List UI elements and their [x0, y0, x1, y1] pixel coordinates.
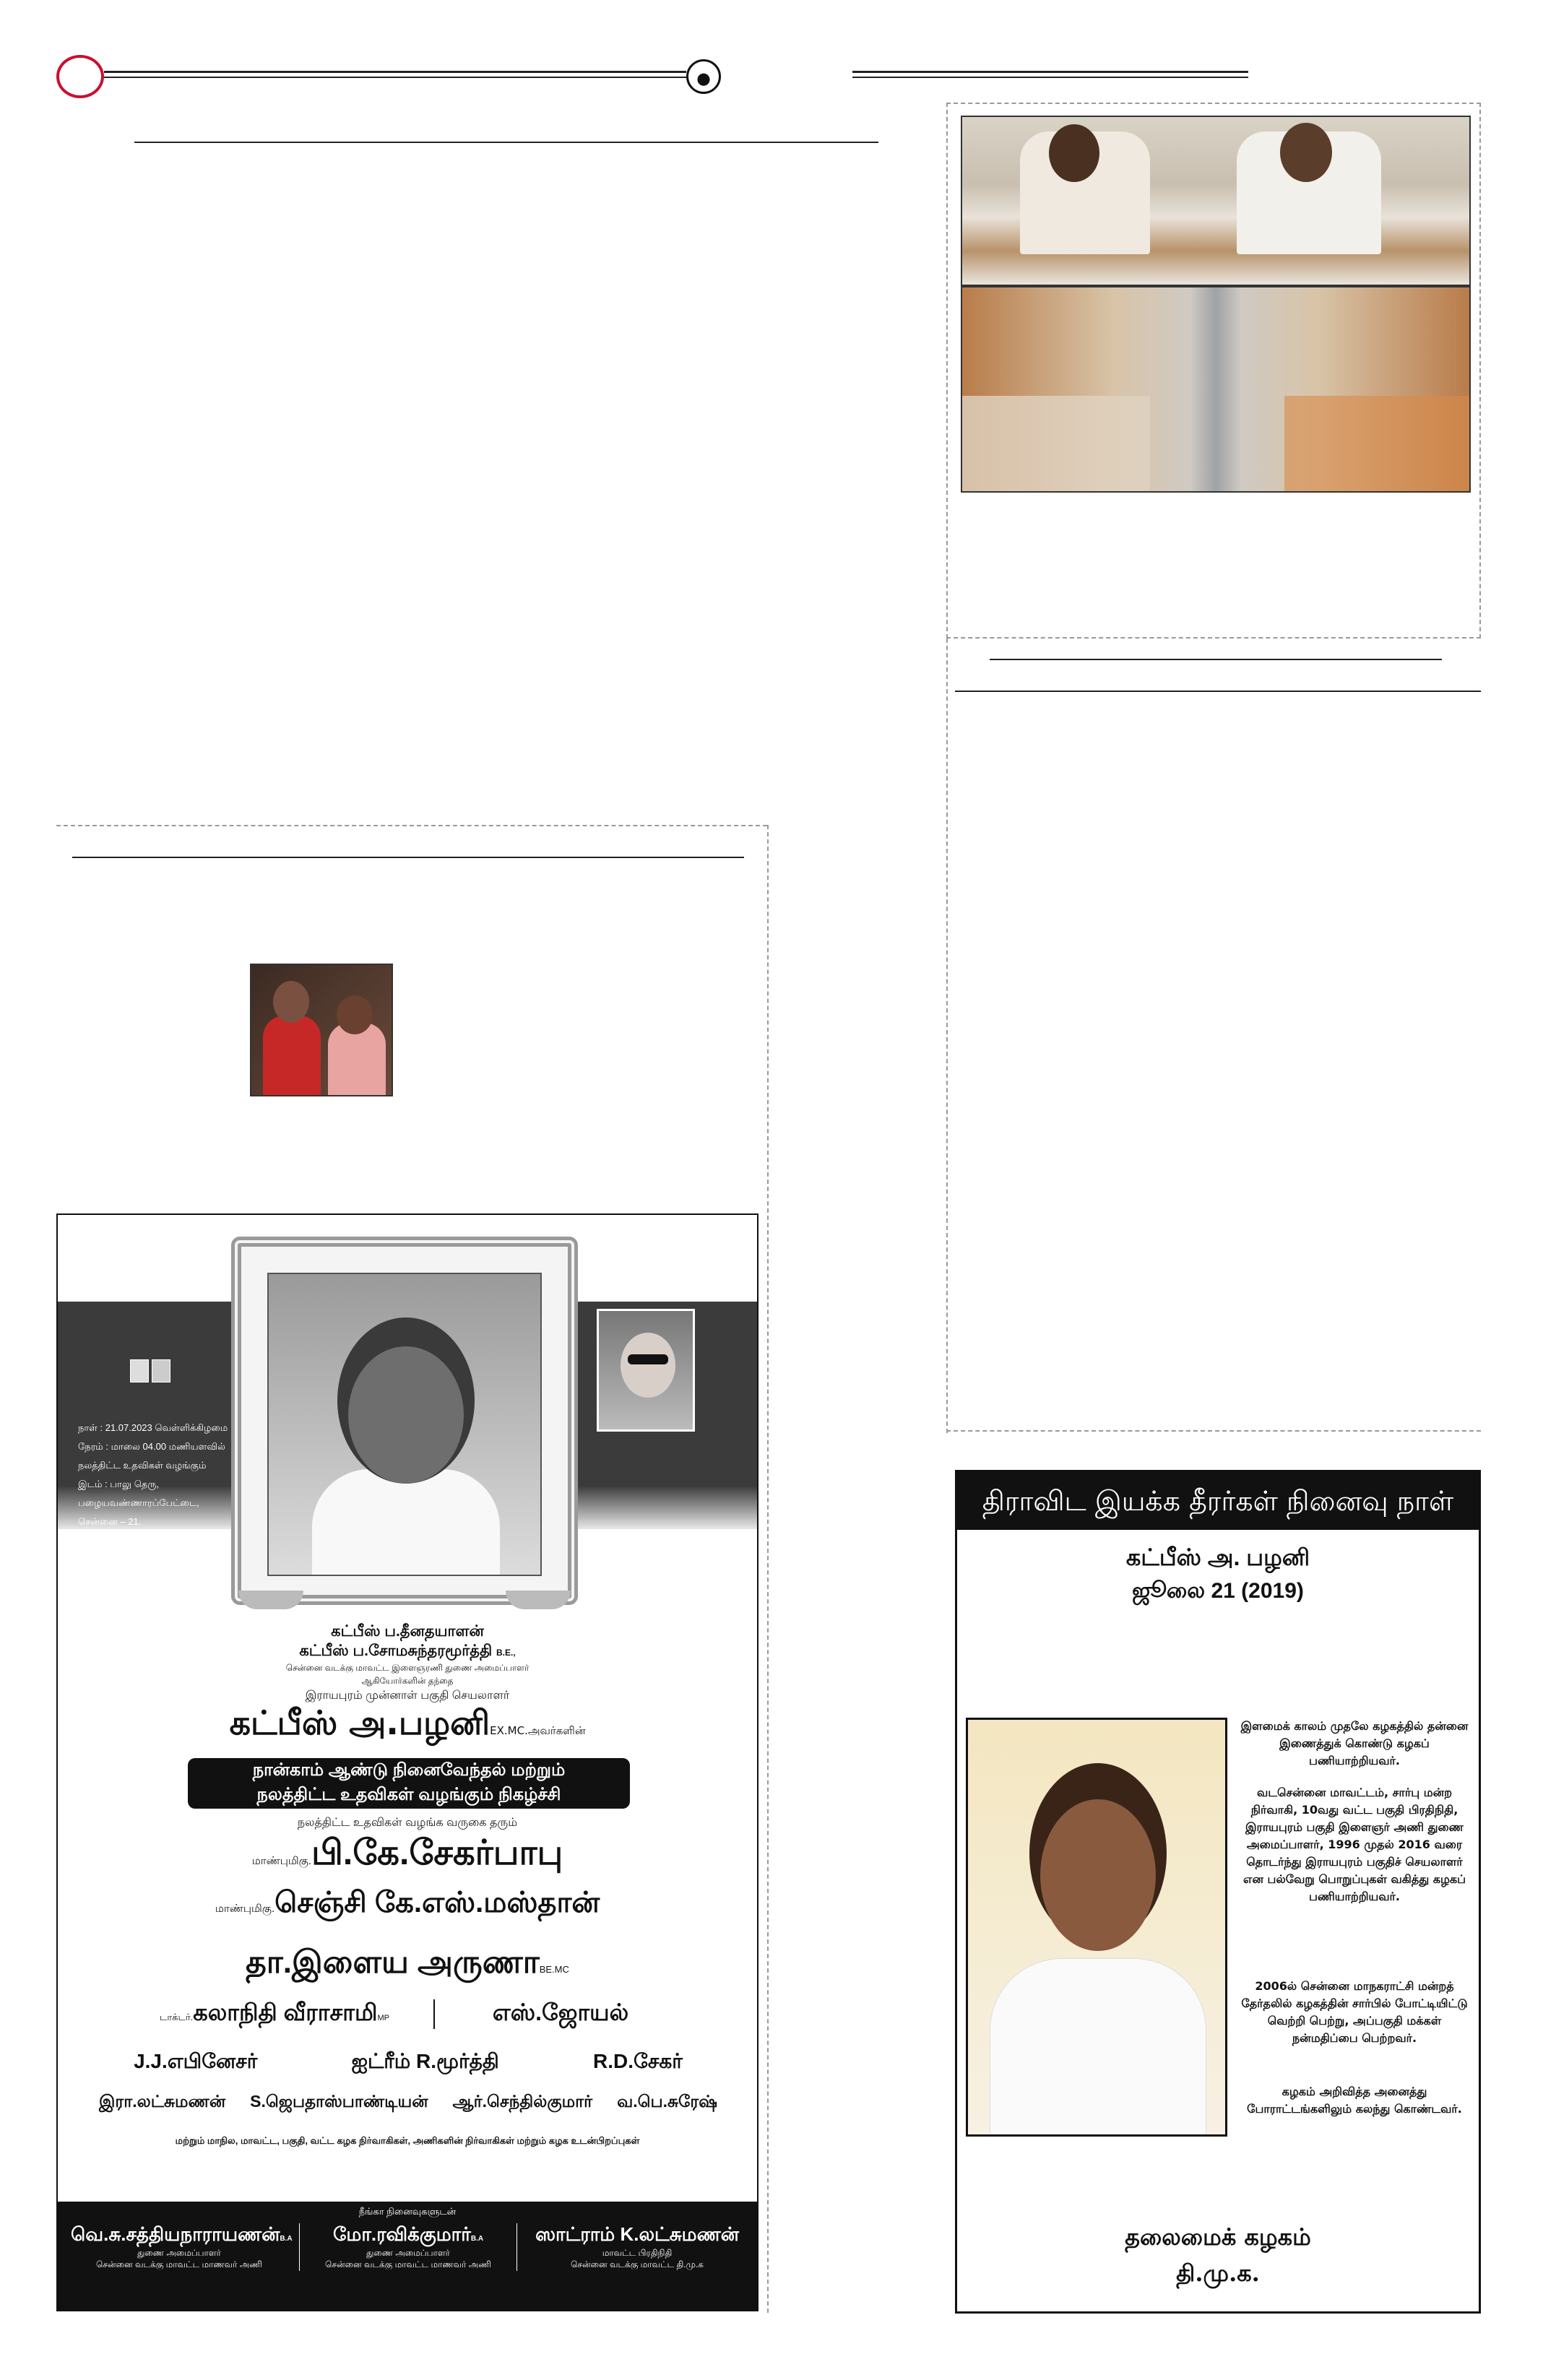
- guest-row-a: J.J.எபினேசர் ஐட்ரீம் R.மூர்த்தி R.D.சேகர்: [134, 2050, 683, 2072]
- notice-para-3: 2006ல் சென்னை மாநகராட்சி மன்றத் தேர்தலில் கழகத்தின் சார்பில் போட்டியிட்டு வெற்றி பெற்று, அப்பகுதி மக்கள் நன்மதிப்பை பெற்றவர்.: [1241, 1979, 1468, 2045]
- notice-date: ஜூலை 21 (2019): [1132, 1579, 1304, 1603]
- article-rule: [134, 142, 878, 143]
- right-column-bottom-rule: [946, 1430, 1481, 1432]
- right-article-rule-1: [990, 659, 1442, 660]
- right-article-rule-2: [955, 691, 1481, 692]
- masthead-rule-2: [104, 77, 686, 78]
- masthead-rule-right-1: [852, 71, 1248, 73]
- lamp-left-icon: [238, 1591, 303, 1609]
- deceased-name-line: கட்பீஸ் அ.பழனிEX.MC.அவர்களின்: [229, 1703, 586, 1742]
- footer-header: நீங்கா நினைவுகளுடன்: [358, 2206, 457, 2217]
- notice-sign-2: தி.மு.க.: [1176, 2259, 1260, 2287]
- notice-sign-1: தலைமைக் கழகம்: [1125, 2223, 1311, 2251]
- notice-portrait: [966, 1718, 1227, 2137]
- event-venue-1: இடம் : பாலு தெரு,: [78, 1479, 160, 1489]
- invite-line: நலத்திட்ட உதவிகள் வழங்க வருகை தரும்: [297, 1817, 518, 1829]
- notice-para-1: இளமைக் காலம் முதலே கழகத்தில் தன்னை இணைத்துக் கொண்டு கழகப் பணியாற்றியவர்.: [1240, 1719, 1469, 1767]
- leader-portrait-right: [597, 1309, 695, 1432]
- masthead-rule-right-2: [852, 77, 1248, 78]
- ad-footer: [58, 2202, 757, 2310]
- footer-person-1: வெ.சு.சத்தியநாராயணன்B.A துணை அமைப்பாளர் சென்னை வடக்கு மாவட்ட மாணவர் அணி: [71, 2223, 293, 2269]
- memorial-advertisement: [56, 1213, 758, 2311]
- host-relation: ஆகியோர்களின் தந்தை: [361, 1676, 454, 1686]
- event-date: நாள் : 21.07.2023 வெள்ளிக்கிழமை: [78, 1422, 228, 1433]
- meeting-photo-bottom: [961, 286, 1471, 493]
- left-box-border-top: [56, 825, 767, 826]
- rising-sun-emblem-icon: [686, 59, 721, 94]
- event-venue-3: சென்னை – 21.: [78, 1516, 142, 1527]
- memorial-notice: [955, 1470, 1481, 2314]
- guest-row-b: இரா.லட்சுமணன் S.ஜெபதாஸ்பாண்டியன் ஆர்.செந்தில்குமார் வ.பெ.சுரேஷ்: [99, 2092, 717, 2111]
- guest-2: மாண்புமிகு.செஞ்சி கே.எஸ்.மஸ்தான்: [215, 1887, 600, 1918]
- others-line: மற்றும் மாநில, மாவட்ட, பகுதி, வட்ட கழக நிர்வாகிகள், அணிகளின் நிர்வாகிகள் மற்றும் கழக உடன்பிறப்புகள்: [175, 2135, 640, 2146]
- masthead-circle-logo: [56, 55, 104, 98]
- left-box-rule: [72, 857, 744, 858]
- host-2: கட்பீஸ் ப.சோமசுந்தரமூர்த்தி B.E.,: [299, 1643, 516, 1659]
- deceased-portrait: [267, 1273, 542, 1576]
- footer-person-3: ஸாட்ராம் K.லட்சுமணன் மாவட்ட பிரதிநிதி சென்னை வடக்கு மாவட்ட தி.மு.க: [535, 2223, 739, 2269]
- notice-name: கட்பீஸ் அ. பழனி: [1125, 1544, 1310, 1570]
- host-1: கட்பீஸ் ப.தீனதயாளன்: [331, 1623, 484, 1640]
- event-purpose: நலத்திட்ட உதவிகள் வழங்கும்: [78, 1460, 207, 1471]
- right-column-divider: [946, 639, 948, 1433]
- footer-person-2: மோ.ரவிக்குமார்B.A துணை அமைப்பாளர் சென்னை வடக்கு மாவட்ட மாணவர் அணி: [299, 2223, 517, 2271]
- leader-portrait-2: [152, 1359, 170, 1382]
- couple-photo: [250, 964, 393, 1096]
- notice-para-2: வடசென்னை மாவட்டம், சார்பு மன்ற நிர்வாகி, 10வது வட்ட பகுதி பிரதிநிதி, இராயபுரம் பகுதி இளைஞர் அணி துணை அமைப்பாளர், 1996 முதல் 2016 வரை தொடர்ந்து இராயபுரம் பகுதிச் செயலாளர் என பல்வேறு பொறுப்புகள் வகித்து கழகப் பணியாற்றியவர்.: [1242, 1786, 1466, 1903]
- event-venue-2: பழையவண்ணாரப்பேட்டை,: [78, 1497, 199, 1508]
- notice-header: திராவிட இயக்க தீரர்கள் நினைவு நாள்: [957, 1472, 1479, 1530]
- leader-portrait-1: [130, 1359, 149, 1382]
- lamp-right-icon: [506, 1591, 571, 1609]
- left-box-border-right: [767, 825, 769, 2313]
- masthead-rule-1: [104, 71, 686, 73]
- meeting-photo-top: [961, 116, 1471, 286]
- host-role: சென்னை வடக்கு மாவட்ட இளைஞரணி துணை அமைப்பாளர்: [285, 1663, 530, 1673]
- event-title-box: நான்காம் ஆண்டு நினைவேந்தல் மற்றும் நலத்திட்ட உதவிகள் வழங்கும் நிகழ்ச்சி: [188, 1758, 630, 1809]
- guest-1: மாண்புமிகு.பி.கே.சேகர்பாபு: [251, 1834, 563, 1872]
- deceased-role: இராயபுரம் முன்னாள் பகுதி செயலாளர்: [305, 1689, 510, 1702]
- guest-4: டாக்டர்.கலாநிதி வீராசாமிMP: [160, 1999, 389, 2025]
- notice-para-4: கழகம் அறிவித்த அனைத்து போராட்டங்களிலும் கலந்து கொண்டவர்.: [1247, 2085, 1462, 2116]
- event-time: நேரம் : மாலை 04.00 மணியளவில்: [78, 1441, 225, 1452]
- guest-5: எஸ்.ஜோயல்: [433, 1999, 686, 2029]
- guest-3: தா.இளைய அருணாBE.MC: [246, 1944, 569, 1980]
